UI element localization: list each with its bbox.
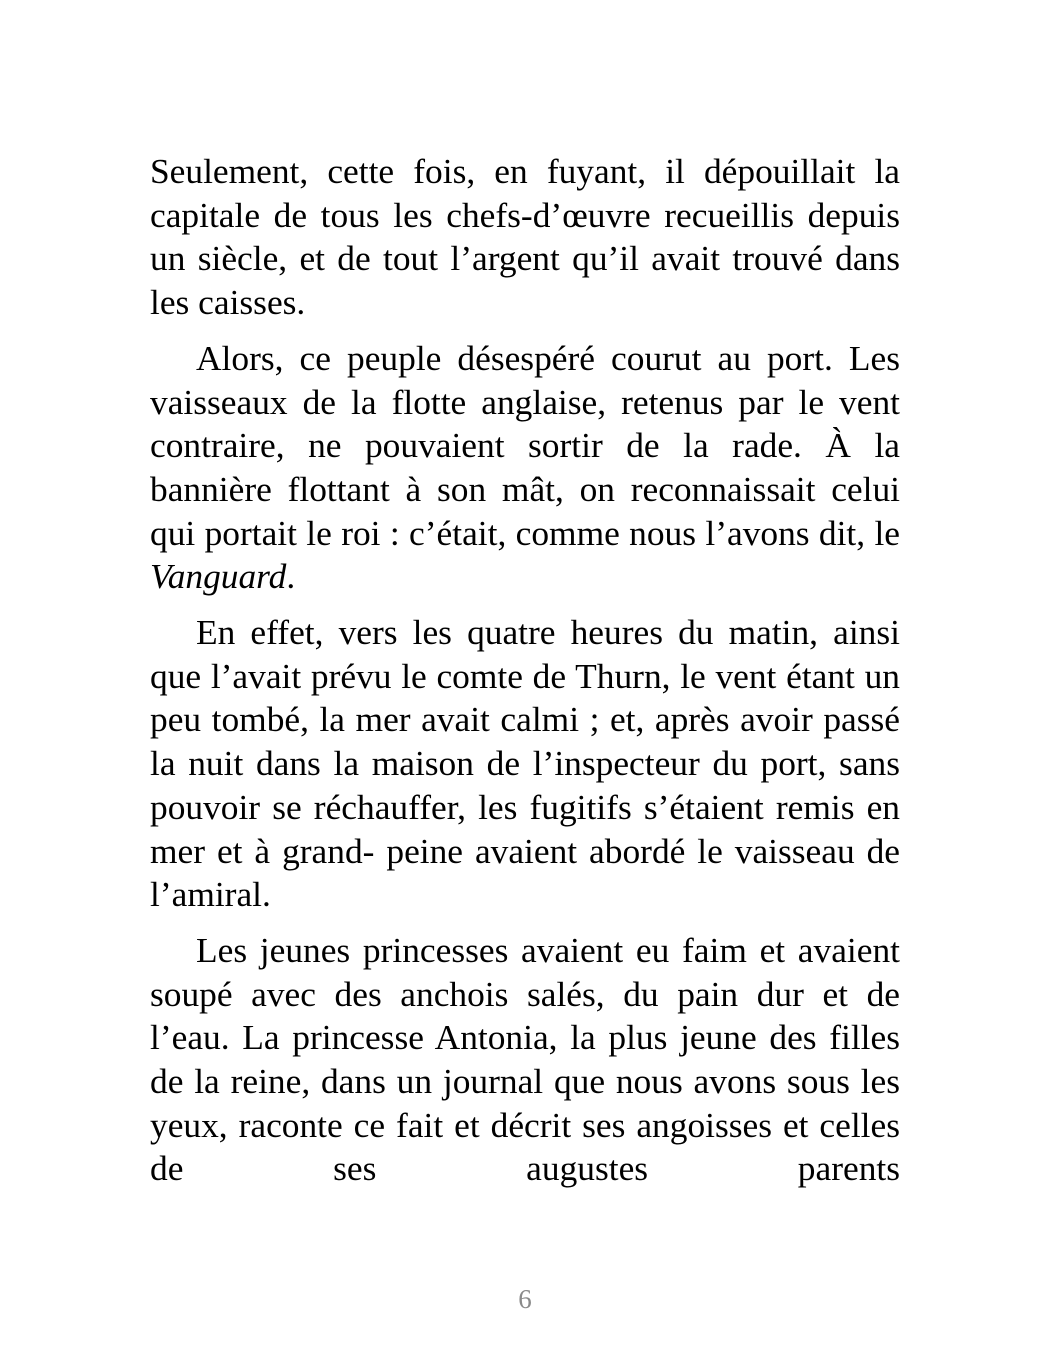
paragraph-2-text: Alors, ce peuple désespéré courut au port. Les vaisseaux de la flotte anglaise, retenus par le vent contraire, ne pouvaient sortir de la rade. À la bannière flottant à son mât, on reconnaissait celui qui portait le roi : c’était, comme nous l’avons dit, le	[150, 337, 900, 553]
page-number: 6	[518, 1284, 532, 1314]
paragraph-1	[150, 150, 900, 325]
paragraph-4	[150, 929, 900, 1191]
paragraph-3	[150, 611, 900, 917]
paragraph-3-text: En effet, vers les quatre heures du matin, ainsi que l’avait prévu le comte de Thurn, le vent étant un peu tombé, la mer avait calmi ; et, après avoir passé la nuit dans la maison de l’inspecteur du port, sans pouvoir se réchauffer, les fugitifs s’étaient remis en mer et à grand- peine avaient abordé le vaisseau de l’amiral.	[150, 612, 900, 915]
body-text	[150, 150, 900, 1203]
paragraph-1-text: Seulement, cette fois, en fuyant, il dépouillait la capitale de tous les chefs-d’œuvre recueillis depuis un siècle, et de tout l’argent qu’il avait trouvé dans les caisses.	[150, 151, 900, 323]
paragraph-2-suffix: .	[286, 556, 296, 597]
paragraph-2	[150, 337, 900, 599]
paragraph-4-text: Les jeunes princesses avaient eu faim et avaient soupé avec des anchois salés, du pain dur et de l’eau. La princesse Antonia, la plus jeune des filles de la reine, dans un journal que nous avons sous les yeux, raconte ce fait et décrit ses angoisses et celles de ses augustes parents	[150, 929, 900, 1189]
ship-name-vanguard: Vanguard	[150, 556, 287, 597]
